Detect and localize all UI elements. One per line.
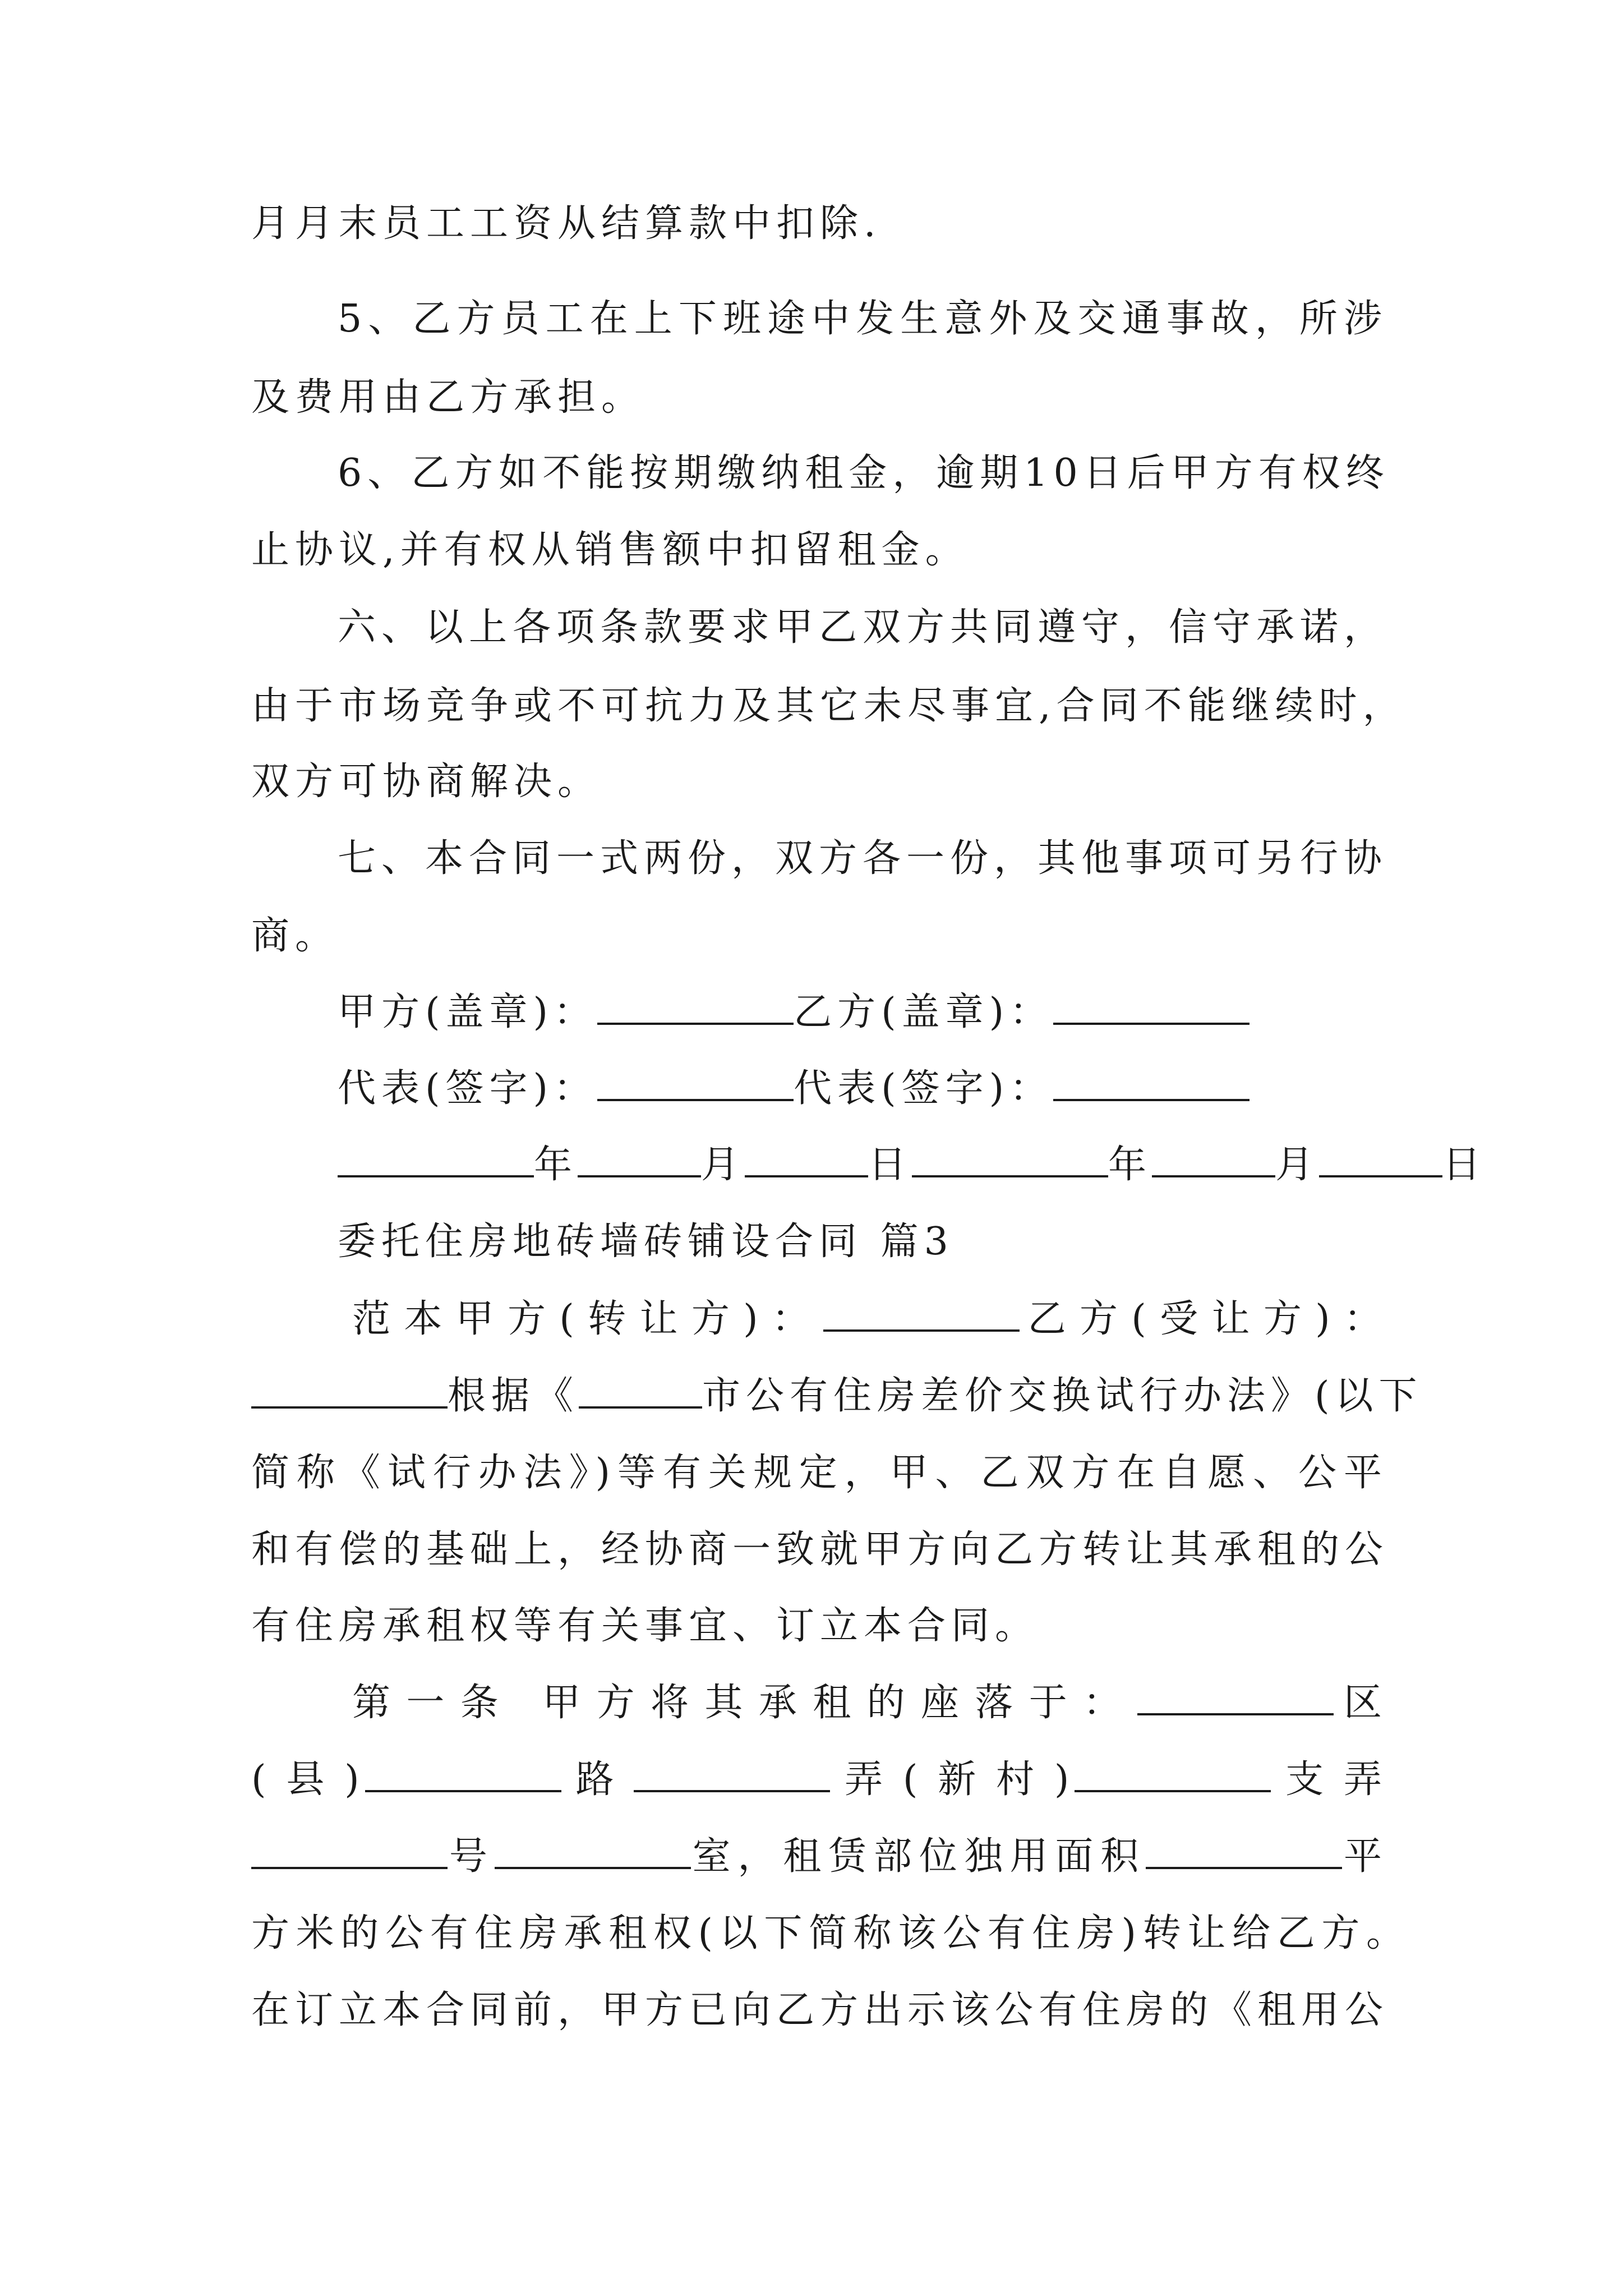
day-blank [1319, 1143, 1442, 1177]
text-run: 室，租赁部位独用面积 [690, 1834, 1146, 1879]
party-b-seal-blank [1053, 990, 1249, 1025]
sublane-blank [251, 1834, 448, 1869]
number-blank [495, 1834, 691, 1869]
year-label: 年 [534, 1143, 578, 1187]
text-run: 支弄 [1271, 1757, 1387, 1802]
text-run: 市公有住房差价交换试行办法》(以下 [702, 1374, 1423, 1418]
day-label: 日 [868, 1143, 912, 1187]
body-line: 5、乙方员工在上下班途中发生意外及交通事故，所涉 [338, 297, 1387, 341]
party-a-seal-label: 甲方(盖章)： [338, 990, 598, 1034]
month-blank [1152, 1143, 1275, 1177]
date-row [338, 1126, 1486, 1203]
text-run: 平 [1342, 1834, 1387, 1879]
party-b-seal-label: 乙方(盖章)： [794, 990, 1054, 1034]
transferor-label: 范本甲方(转让方)： [352, 1297, 824, 1341]
district-blank [1137, 1681, 1334, 1715]
text-run: 根据《 [448, 1374, 579, 1418]
year-label: 年 [1108, 1143, 1152, 1187]
contract-line: 方米的公有住房承租权(以下简称该公有住房)转让给乙方。 [251, 1911, 1410, 1955]
party-a-seal-blank [597, 990, 794, 1025]
contract-line [251, 1741, 1387, 1818]
representative-row [338, 1050, 1249, 1127]
rep-b-label: 代表(签字)： [794, 1066, 1054, 1111]
transferee-label: 乙方(受让方)： [1020, 1297, 1387, 1341]
contract-line [251, 1818, 1387, 1895]
month-label: 月 [701, 1143, 745, 1187]
contract-line [251, 1358, 1423, 1434]
contract-line: 有住房承租权等有关事宜、订立本合同。 [251, 1604, 1039, 1648]
body-line: 月月末员工工资从结算款中扣除. [251, 201, 882, 246]
text-run: 路 [561, 1757, 634, 1802]
section-heading: 委托住房地砖墙砖铺设合同 篇3 [338, 1220, 954, 1264]
seal-row [338, 974, 1249, 1051]
contract-line: 在订立本合同前，甲方已向乙方出示该公有住房的《租用公 [251, 1988, 1389, 2032]
county-blank [365, 1757, 561, 1792]
area-blank [1146, 1834, 1342, 1869]
text-run: 弄(新村) [830, 1757, 1075, 1802]
body-line: 6、乙方如不能按期缴纳租金，逾期10日后甲方有权终 [338, 451, 1390, 495]
body-line: 商。 [251, 914, 339, 958]
text-run: 号 [448, 1834, 495, 1879]
text-run: 区 [1333, 1681, 1387, 1725]
body-line: 双方可协商解决。 [251, 760, 602, 804]
contract-line: 简称《试行办法》)等有关规定，甲、乙双方在自愿、公平 [251, 1451, 1387, 1495]
day-label: 日 [1442, 1143, 1487, 1187]
year-blank [912, 1143, 1108, 1177]
text-run: (县) [251, 1757, 365, 1802]
body-line: 由于市场竞争或不可抗力及其它未尽事宜,合同不能继续时， [251, 684, 1407, 728]
lane-blank [1075, 1757, 1271, 1792]
transferor-blank [823, 1297, 1020, 1332]
road-blank [634, 1757, 830, 1792]
day-blank [745, 1143, 868, 1177]
body-line: 及费用由乙方承担。 [251, 375, 645, 420]
rep-b-blank [1053, 1066, 1249, 1101]
contract-line [352, 1664, 1387, 1741]
transferee-blank [251, 1374, 448, 1409]
body-line: 六、以上各项条款要求甲乙双方共同遵守，信守承诺， [338, 605, 1388, 650]
month-label: 月 [1275, 1143, 1320, 1187]
year-blank [338, 1143, 534, 1177]
rep-a-blank [597, 1066, 794, 1101]
city-blank [579, 1374, 702, 1409]
body-line: 七、本合同一式两份，双方各一份，其他事项可另行协 [338, 836, 1388, 881]
month-blank [578, 1143, 701, 1177]
rep-a-label: 代表(签字)： [338, 1066, 598, 1111]
contract-line: 和有偿的基础上，经协商一致就甲方向乙方转让其承租的公 [251, 1527, 1389, 1572]
contract-line [352, 1281, 1387, 1358]
body-line: 止协议,并有权从销售额中扣留租金。 [251, 528, 969, 572]
text-run: 第一条 甲方将其承租的座落于： [352, 1681, 1137, 1725]
